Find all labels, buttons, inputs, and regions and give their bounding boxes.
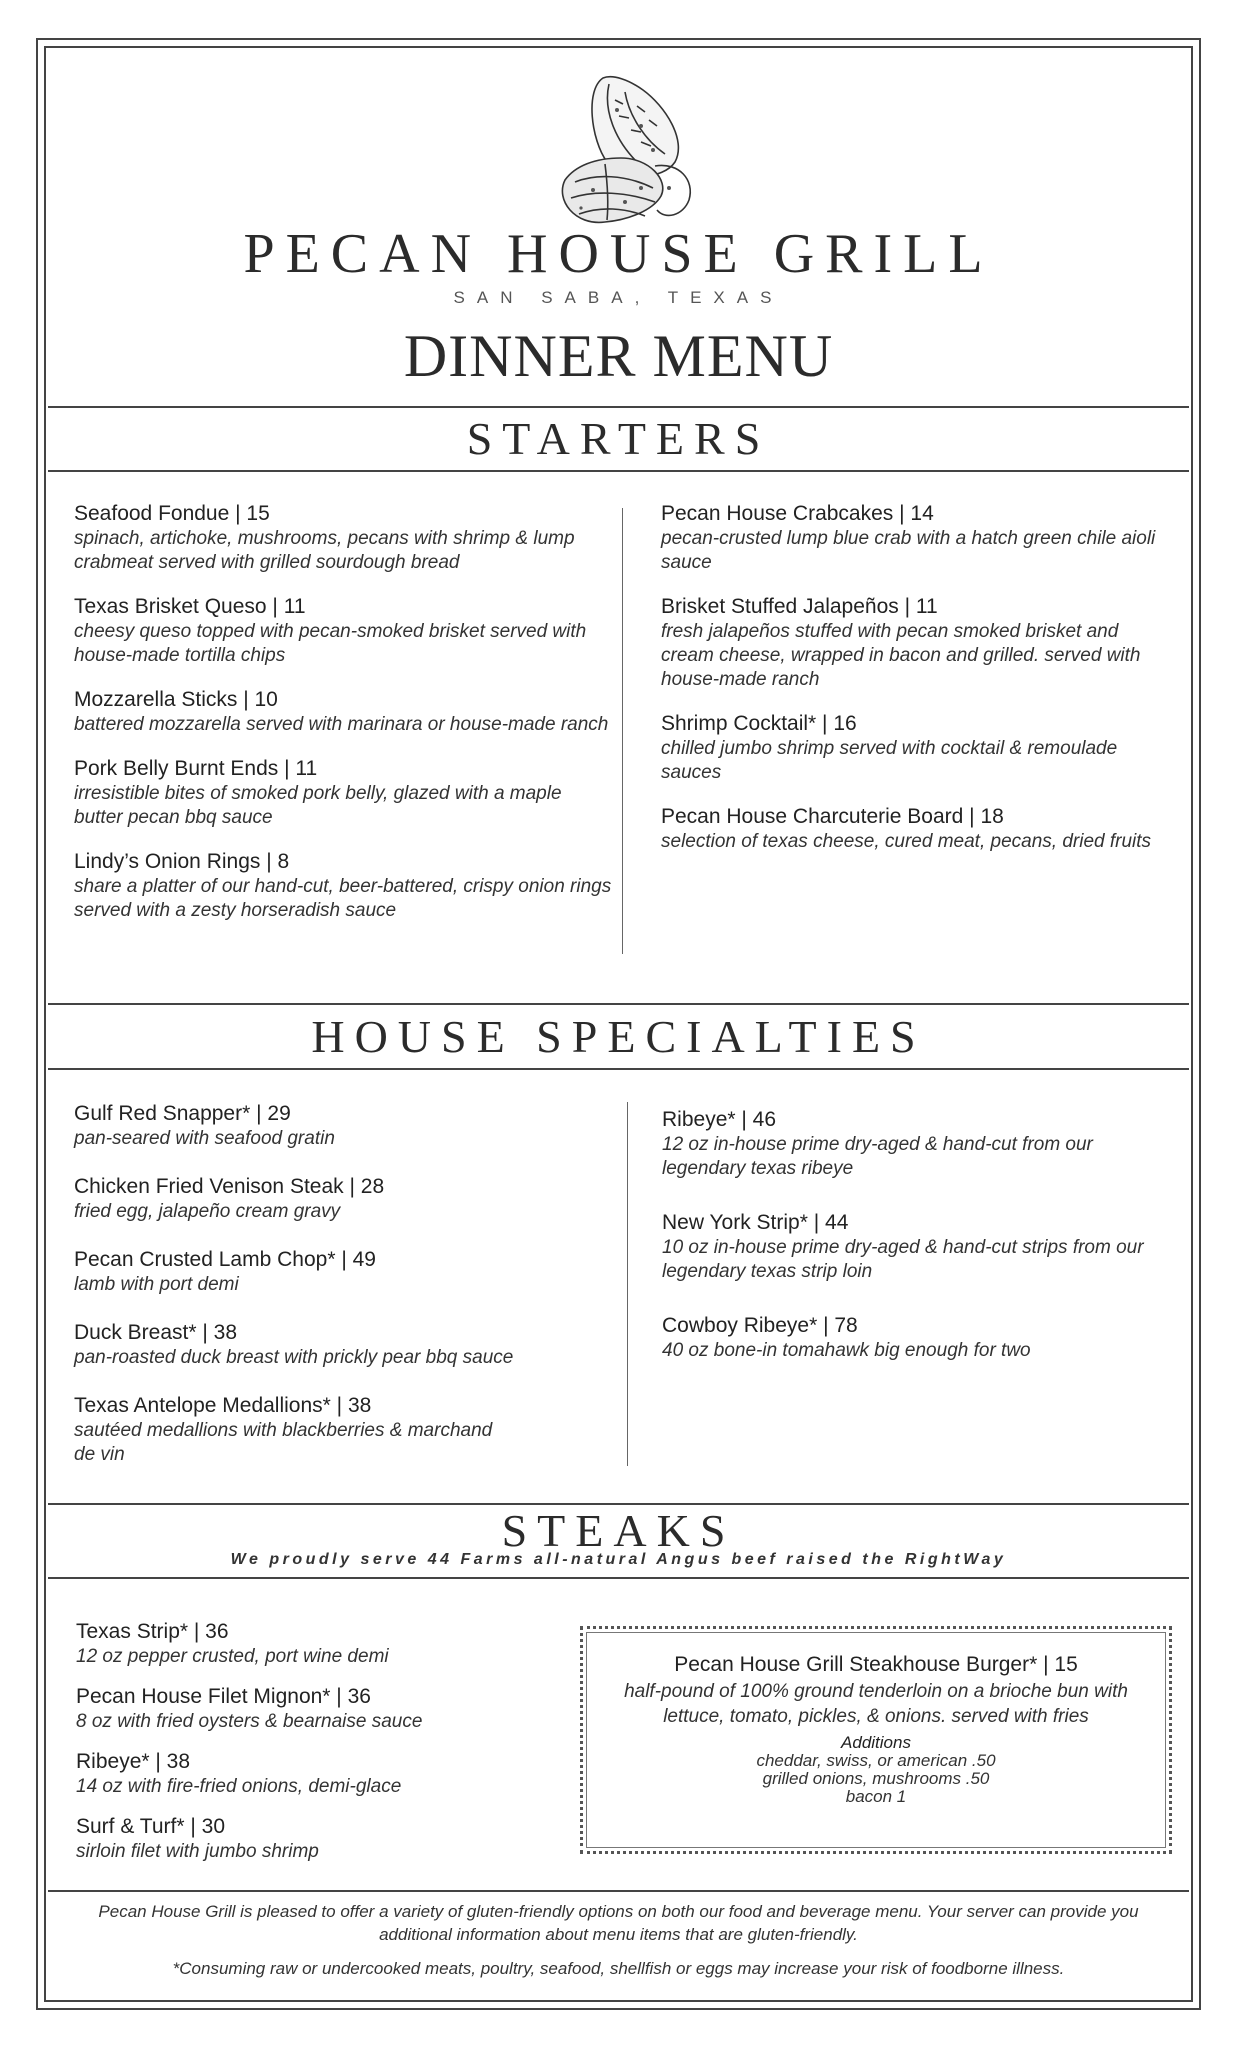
- item-name: Pecan House Filet Mignon* | 36: [76, 1685, 371, 1708]
- menu-item: [74, 686, 614, 737]
- menu-item: [76, 1618, 556, 1669]
- item-description: cheesy queso topped with pecan-smoked brisket served with house-made tortilla chips: [74, 621, 587, 666]
- divider: [48, 406, 1189, 408]
- menu-item: [662, 1209, 1172, 1284]
- item-description: selection of texas cheese, cured meat, pecans, dried fruits: [661, 831, 1152, 852]
- item-description: pan-roasted duck breast with prickly pear bbq sauce: [74, 1347, 514, 1368]
- item-name: Pecan House Charcuterie Board | 18: [661, 805, 1004, 828]
- gluten-note: Pecan House Grill is pleased to offer a variety of gluten-friendly options on both our food and beverage menu. Your server can provide you additional information about menu items that are gluten-friendly.: [98, 1902, 1139, 1944]
- item-name: Texas Brisket Queso | 11: [74, 595, 306, 618]
- steaks-tagline: We proudly serve 44 Farms all-natural Angus beef raised the RightWay: [230, 1551, 1007, 1568]
- steaks-title: STEAKS: [501, 1505, 736, 1556]
- menu-item: [74, 755, 614, 830]
- item-name: Chicken Fried Venison Steak | 28: [74, 1175, 385, 1198]
- menu-item: [661, 593, 1171, 692]
- menu-item: [76, 1813, 556, 1864]
- menu-item: [661, 710, 1171, 785]
- item-name: New York Strip* | 44: [662, 1211, 849, 1234]
- starters-left-column: [74, 500, 614, 941]
- item-name: Mozzarella Sticks | 10: [74, 688, 278, 711]
- item-description: spinach, artichoke, mushrooms, pecans with shrimp & lump crabmeat served with grilled sourdough bread: [74, 528, 575, 573]
- steaks-column: [76, 1618, 556, 1864]
- pecan-logo-icon: [545, 70, 725, 230]
- menu-item: [74, 1100, 634, 1151]
- item-name: Duck Breast* | 38: [74, 1321, 238, 1344]
- specialties-left-column: [74, 1100, 634, 1467]
- divider: [48, 1890, 1189, 1892]
- menu-item: [74, 593, 614, 668]
- item-name: Gulf Red Snapper* | 29: [74, 1102, 291, 1125]
- item-name: Pecan Crusted Lamb Chop* | 49: [74, 1248, 376, 1271]
- item-description: 12 oz in-house prime dry-aged & hand-cut from our legendary texas ribeye: [662, 1134, 1093, 1179]
- item-name: Seafood Fondue | 15: [74, 502, 270, 525]
- item-description: irresistible bites of smoked pork belly, glazed with a maple butter pecan bbq sauce: [74, 783, 562, 828]
- item-description: 10 oz in-house prime dry-aged & hand-cut strips from our legendary texas strip loin: [662, 1237, 1144, 1282]
- menu-item: [76, 1748, 556, 1799]
- menu-item: [662, 1312, 1172, 1363]
- menu-item: [76, 1683, 556, 1734]
- menu-item: [74, 1173, 634, 1224]
- item-name: Surf & Turf* | 30: [76, 1815, 226, 1838]
- menu-item: [74, 1392, 634, 1467]
- item-name: Brisket Stuffed Jalapeños | 11: [661, 595, 938, 618]
- starters-right-column: [661, 500, 1171, 872]
- item-description: pan-seared with seafood gratin: [74, 1128, 335, 1149]
- item-description: pecan-crusted lump blue crab with a hatch green chile aioli sauce: [661, 528, 1156, 573]
- item-description: sautéed medallions with blackberries & marchand de vin: [74, 1420, 493, 1465]
- starters-title: STARTERS: [466, 413, 771, 464]
- item-description: 12 oz pepper crusted, port wine demi: [76, 1646, 389, 1667]
- column-divider: [622, 508, 623, 954]
- item-description: share a platter of our hand-cut, beer-battered, crispy onion rings served with a zesty horseradish sauce: [74, 876, 612, 921]
- consumer-advisory: *Consuming raw or undercooked meats, poultry, seafood, shellfish or eggs may increase your risk of foodborne illness.: [172, 1959, 1065, 1978]
- item-name: Cowboy Ribeye* | 78: [662, 1314, 858, 1337]
- item-name: Ribeye* | 46: [662, 1108, 777, 1131]
- menu-item: [662, 1106, 1172, 1181]
- item-description: 8 oz with fried oysters & bearnaise sauce: [76, 1711, 423, 1732]
- restaurant-location: SAN SABA, TEXAS: [453, 288, 784, 307]
- item-name: Shrimp Cocktail* | 16: [661, 712, 857, 735]
- item-name: Pecan House Crabcakes | 14: [661, 502, 934, 525]
- additions-title: Additions: [841, 1733, 911, 1752]
- burger-box: [580, 1626, 1172, 1854]
- item-name: Texas Antelope Medallions* | 38: [74, 1394, 372, 1417]
- addition-line: cheddar, swiss, or american .50: [756, 1751, 996, 1770]
- item-description: lamb with port demi: [74, 1274, 239, 1295]
- item-description: sirloin filet with jumbo shrimp: [76, 1841, 319, 1862]
- menu-title: DINNER MENU: [403, 323, 834, 389]
- divider: [48, 1003, 1189, 1005]
- menu-item: [74, 1246, 634, 1297]
- item-description: battered mozzarella served with marinara or house-made ranch: [74, 714, 609, 735]
- restaurant-name: PECAN HOUSE GRILL: [243, 223, 994, 285]
- menu-item: [74, 500, 614, 575]
- item-description: 14 oz with fire-fried onions, demi-glace: [76, 1776, 402, 1797]
- item-name: Pork Belly Burnt Ends | 11: [74, 757, 318, 780]
- addition-line: bacon 1: [845, 1787, 907, 1806]
- item-description: fried egg, jalapeño cream gravy: [74, 1201, 341, 1222]
- menu-item: [74, 1319, 634, 1370]
- divider: [48, 1068, 1189, 1070]
- menu-item: [661, 500, 1171, 575]
- menu-item: [74, 848, 614, 923]
- menu-item: [661, 803, 1171, 854]
- column-divider: [627, 1102, 628, 1466]
- addition-line: grilled onions, mushrooms .50: [762, 1769, 990, 1788]
- divider: [48, 470, 1189, 472]
- item-description: fresh jalapeños stuffed with pecan smoked brisket and cream cheese, wrapped in bacon and grilled. served with house-made ranch: [661, 621, 1141, 690]
- item-description: 40 oz bone-in tomahawk big enough for two: [662, 1340, 1031, 1361]
- item-name: Ribeye* | 38: [76, 1750, 191, 1773]
- burger-description: half-pound of 100% ground tenderloin on a brioche bun with lettuce, tomato, pickles, & onions. served with fries: [624, 1681, 1128, 1727]
- item-name: Lindy’s Onion Rings | 8: [74, 850, 290, 873]
- burger-name: Pecan House Grill Steakhouse Burger* | 15: [674, 1653, 1078, 1676]
- item-description: chilled jumbo shrimp served with cocktail & remoulade sauces: [661, 738, 1118, 783]
- item-name: Texas Strip* | 36: [76, 1620, 229, 1643]
- specialties-title: HOUSE SPECIALTIES: [311, 1011, 926, 1062]
- specialties-right-column: [662, 1106, 1172, 1381]
- divider: [48, 1577, 1189, 1579]
